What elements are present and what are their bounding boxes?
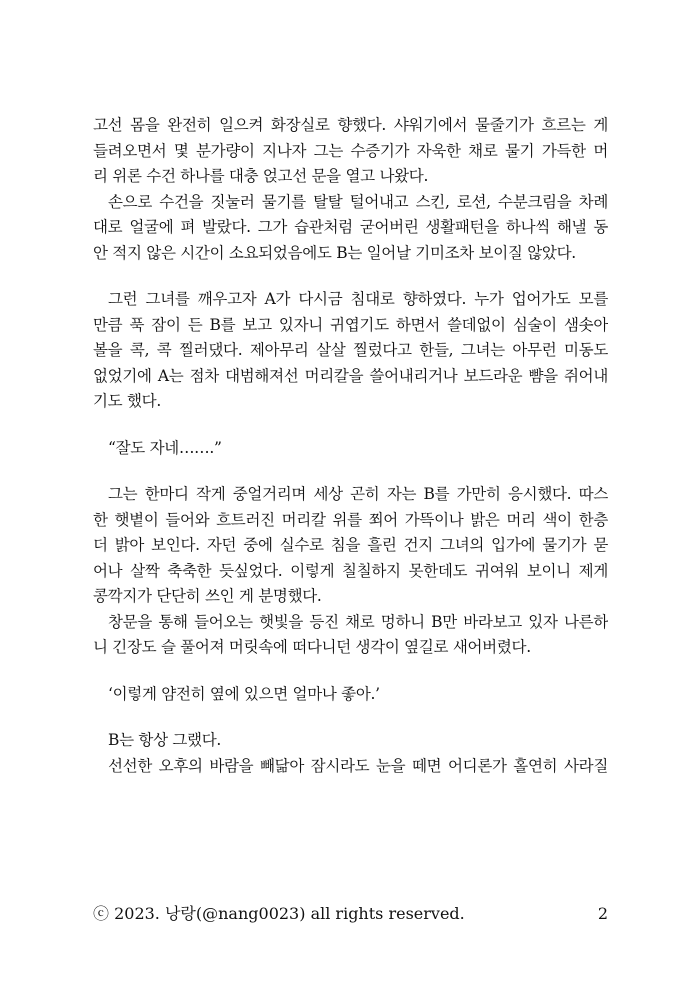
page-footer [93, 900, 608, 928]
thought-line: ‘이렇게 얌전히 옆에 있으면 얼마나 좋아.’ [108, 684, 380, 703]
text-line: 대로 얼굴에 펴 발랐다. 그가 습관처럼 굳어버린 생활패턴을 하나씩 해낼 동 [93, 218, 608, 236]
text-line: 더 밝아 보인다. 자던 중에 실수로 침을 흘린 건지 그녀의 입가에 물기가 묻 [93, 536, 608, 554]
text-line: 기도 했다. [93, 392, 161, 410]
copyright-notice: ⓒ 2023. 낭랑(@nang0023) all rights reserved. [93, 904, 465, 923]
text-line: 선선한 오후의 바람을 빼닮아 잠시라도 눈을 떼면 어디론가 홀연히 사라질 [108, 756, 608, 775]
text-line: 리 위론 수건 하나를 대충 얹고선 문을 열고 나왔다. [93, 167, 429, 185]
paragraph-gap [93, 461, 608, 482]
text-line: 콩깍지가 단단히 쓰인 게 분명했다. [93, 587, 322, 605]
text-line: 니 긴장도 슬 풀어져 머릿속에 떠다니던 생각이 옆길로 새어버렸다. [93, 638, 531, 656]
text-line: B는 항상 그랬다. [108, 731, 222, 749]
text-line: 안 적지 않은 시간이 소요되었음에도 B는 일어날 기미조차 보이질 않았다. [93, 243, 576, 262]
text-line: 그는 한마디 작게 중얼거리며 세상 곤히 자는 B를 가만히 응시했다. 따스 [108, 485, 608, 503]
text-line: 고선 몸을 완전히 일으켜 화장실로 향했다. 샤워기에서 물줄기가 흐르는 게 [93, 116, 608, 134]
text-line: 만큼 푹 잠이 든 B를 보고 있자니 귀엽기도 하면서 쓸데없이 심술이 샘솟아 [93, 315, 608, 334]
page-number: 2 [597, 904, 608, 923]
paragraph-gap [93, 415, 608, 436]
text-line: 그런 그녀를 깨우고자 A가 다시금 침대로 향하였다. 누가 업어가도 모를 [108, 290, 608, 308]
text-line: 들려오면서 몇 분가량이 지나자 그는 수증기가 자욱한 채로 물기 가득한 머 [93, 141, 608, 160]
text-line: 어나 살짝 축축한 듯싶었다. 이렇게 칠칠하지 못한데도 귀여워 보이니 제게 [93, 561, 608, 580]
dialogue-line: “잘도 자네…….” [108, 438, 222, 457]
paragraph-gap [93, 661, 608, 682]
text-line: 한 햇볕이 들어와 흐트러진 머리칼 위를 쬐어 가뜩이나 밝은 머리 색이 한층 [93, 510, 608, 529]
paragraph-gap [93, 707, 608, 728]
text-line: 창문을 통해 들어오는 햇빛을 등진 채로 멍하니 B만 바라보고 있자 나른하 [108, 612, 608, 631]
paragraph-gap [93, 266, 608, 287]
text-line: 없었기에 A는 점차 대범해져선 머리칼을 쓸어내리거나 보드라운 뺨을 쥐어내 [93, 366, 608, 385]
text-line: 손으로 수건을 짓눌러 물기를 탈탈 털어내고 스킨, 로션, 수분크림을 차례 [108, 192, 608, 211]
body-text [93, 113, 608, 779]
text-line: 볼을 콕, 콕 찔러댔다. 제아무리 살살 찔렀다고 한들, 그녀는 아무런 미동도 [93, 341, 608, 359]
